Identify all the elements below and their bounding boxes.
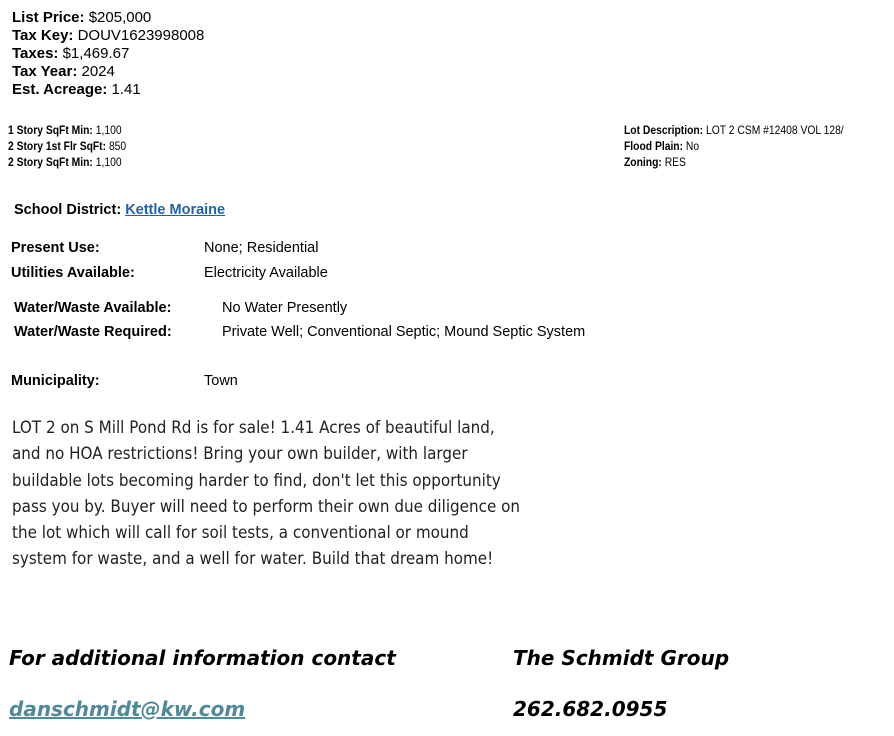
water-available-label: Water/Waste Available: <box>14 300 172 316</box>
taxes-label: Taxes: <box>12 45 59 62</box>
contact-phone: 262.682.0955 <box>513 697 668 721</box>
tax-key-value: DOUV1623998008 <box>77 27 205 44</box>
acreage-label: Est. Acreage: <box>12 81 108 98</box>
tax-year-label: Tax Year: <box>12 63 78 80</box>
tax-year-row <box>12 63 204 81</box>
present-use-label: Present Use: <box>11 240 100 256</box>
spec-row <box>8 122 126 138</box>
water-available-value: No Water Presently <box>222 300 348 316</box>
list-price-value: $205,000 <box>88 9 152 26</box>
spec-row <box>624 154 844 170</box>
spec-label: 2 Story SqFt Min: <box>8 155 93 169</box>
spec-row <box>624 122 844 138</box>
spec-label: Lot Description: <box>624 123 704 137</box>
spec-value: 1,100 <box>95 123 122 137</box>
description-line: and no HOA restrictions! Bring your own builder, with larger <box>12 444 468 464</box>
spec-label: Flood Plain: <box>624 139 684 153</box>
spec-label: Zoning: <box>624 155 662 169</box>
listing-summary <box>12 9 204 99</box>
listing-description <box>12 415 541 573</box>
description-line: buildable lots becoming harder to find, don't let this opportunity <box>12 470 501 490</box>
utilities-value: Electricity Available <box>204 265 328 281</box>
utilities-label: Utilities Available: <box>11 265 135 281</box>
acreage-row <box>12 81 204 99</box>
present-use-value: None; Residential <box>204 240 319 256</box>
municipality-label: Municipality: <box>11 373 100 389</box>
spec-row <box>8 154 126 170</box>
acreage-value: 1.41 <box>111 81 141 98</box>
spec-row <box>624 138 844 154</box>
lot-specs <box>624 122 844 170</box>
taxes-value: $1,469.67 <box>62 45 130 62</box>
contact-email-link[interactable]: danschmidt@kw.com <box>9 697 246 721</box>
list-price-label: List Price: <box>12 9 85 26</box>
tax-year-value: 2024 <box>81 63 115 80</box>
school-district <box>14 202 225 218</box>
spec-label: 2 Story 1st Flr SqFt: <box>8 139 107 153</box>
sqft-specs <box>8 122 126 170</box>
contact-prompt: For additional information contact <box>9 646 396 670</box>
school-district-label: School District: <box>14 202 122 218</box>
spec-value: LOT 2 CSM #12408 VOL 128/ <box>705 123 844 137</box>
description-line: the lot which will call for soil tests, a conventional or mound <box>12 523 469 543</box>
tax-key-label: Tax Key: <box>12 27 74 44</box>
description-line: system for waste, and a well for water. Build that dream home! <box>12 549 494 569</box>
water-required-label: Water/Waste Required: <box>14 324 172 340</box>
municipality-value: Town <box>204 373 238 389</box>
tax-key-row <box>12 27 204 45</box>
taxes-row <box>12 45 204 63</box>
description-line: pass you by. Buyer will need to perform their own due diligence on <box>12 496 521 516</box>
spec-value: 850 <box>108 139 127 153</box>
spec-value: RES <box>664 155 686 169</box>
spec-value: 1,100 <box>95 155 122 169</box>
agent-group-name: The Schmidt Group <box>513 646 730 670</box>
spec-label: 1 Story SqFt Min: <box>8 123 93 137</box>
school-district-link[interactable]: Kettle Moraine <box>125 202 226 218</box>
spec-value: No <box>685 139 700 153</box>
list-price-row <box>12 9 204 27</box>
water-required-value: Private Well; Conventional Septic; Mound Septic System <box>222 324 586 340</box>
description-line: LOT 2 on S Mill Pond Rd is for sale! 1.41 Acres of beautiful land, <box>12 418 495 437</box>
spec-row <box>8 138 126 154</box>
